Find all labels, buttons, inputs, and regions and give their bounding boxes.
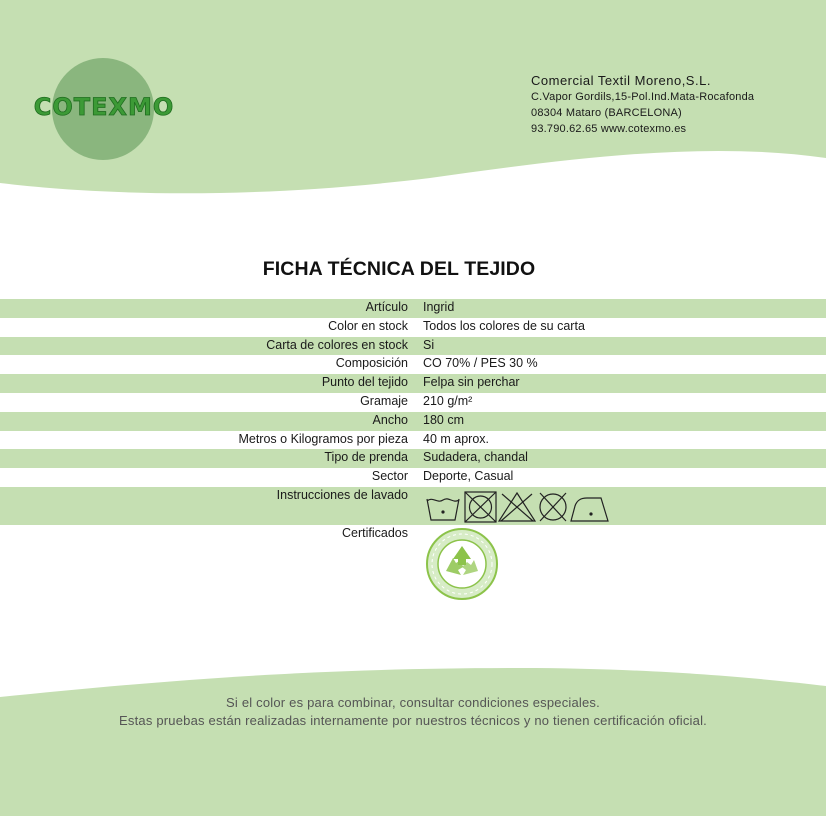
spec-row-punto-tejido	[0, 374, 826, 393]
spec-label: Sector	[371, 469, 408, 484]
logo-text: COTEXMO	[33, 93, 175, 121]
company-city: 08304 Mataro (BARCELONA)	[531, 107, 682, 119]
spec-row-carta-colores	[0, 337, 826, 356]
spec-row-metros-pieza	[0, 431, 826, 450]
no-dry-clean-icon	[540, 493, 566, 521]
footer-notes	[0, 694, 826, 730]
spec-row-ancho	[0, 412, 826, 431]
spec-row-certificados	[0, 525, 826, 544]
spec-value: Deporte, Casual	[423, 469, 514, 484]
iron-low-icon	[571, 498, 608, 521]
no-bleach-icon	[499, 493, 535, 521]
recycle-seal-icon	[425, 527, 499, 606]
spec-value: Felpa sin perchar	[423, 375, 520, 390]
spec-label: Metros o Kilogramos por pieza	[238, 431, 408, 446]
company-address: C.Vapor Gordils,15-Pol.Ind.Mata-Rocafonda	[531, 91, 755, 103]
spec-row-gramaje	[0, 393, 826, 412]
spec-row-composicion	[0, 355, 826, 374]
company-info	[531, 73, 754, 137]
no-tumble-dry-icon	[465, 492, 496, 522]
spec-value: CO 70% / PES 30 %	[423, 356, 538, 371]
spec-label: Ancho	[372, 412, 408, 427]
spec-row-tipo-prenda	[0, 449, 826, 468]
spec-label: Punto del tejido	[321, 375, 408, 390]
cotexmo-logo	[30, 57, 180, 161]
spec-table	[0, 299, 826, 544]
spec-value: Ingrid	[423, 300, 455, 314]
sheet-title: FICHA TÉCNICA DEL TEJIDO	[262, 258, 536, 280]
spec-label: Instrucciones de lavado	[276, 487, 408, 502]
spec-value: 210 g/m²	[423, 393, 473, 408]
company-contact: 93.790.62.65 www.cotexmo.es	[531, 123, 687, 135]
spec-label: Composición	[335, 356, 408, 371]
spec-value: Sudadera, chandal	[423, 450, 528, 465]
spec-label: Color en stock	[328, 318, 408, 333]
spec-label: Carta de colores en stock	[266, 337, 408, 352]
footer-note-1: Si el color es para combinar, consultar condiciones especiales.	[226, 695, 600, 710]
care-symbols	[425, 490, 611, 529]
spec-row-instrucciones-lavado	[0, 487, 826, 525]
spec-value: Todos los colores de su carta	[423, 318, 585, 333]
spec-value: 180 cm	[423, 412, 464, 427]
wash-30-icon	[427, 499, 459, 520]
spec-label: Artículo	[365, 300, 408, 314]
spec-label: Certificados	[342, 525, 408, 540]
spec-label: Tipo de prenda	[324, 450, 408, 465]
footer-note-2: Estas pruebas están realizadas internamente por nuestros técnicos y no tienen certificación oficial.	[119, 713, 707, 728]
spec-value: 40 m aprox.	[423, 431, 490, 446]
spec-value: Si	[423, 337, 435, 352]
spec-label: Gramaje	[360, 393, 408, 408]
footer-wave	[0, 668, 826, 816]
company-name: Comercial Textil Moreno,S.L.	[531, 73, 711, 88]
spec-row-articulo	[0, 299, 826, 318]
spec-row-sector	[0, 468, 826, 487]
spec-row-color-en-stock	[0, 318, 826, 337]
